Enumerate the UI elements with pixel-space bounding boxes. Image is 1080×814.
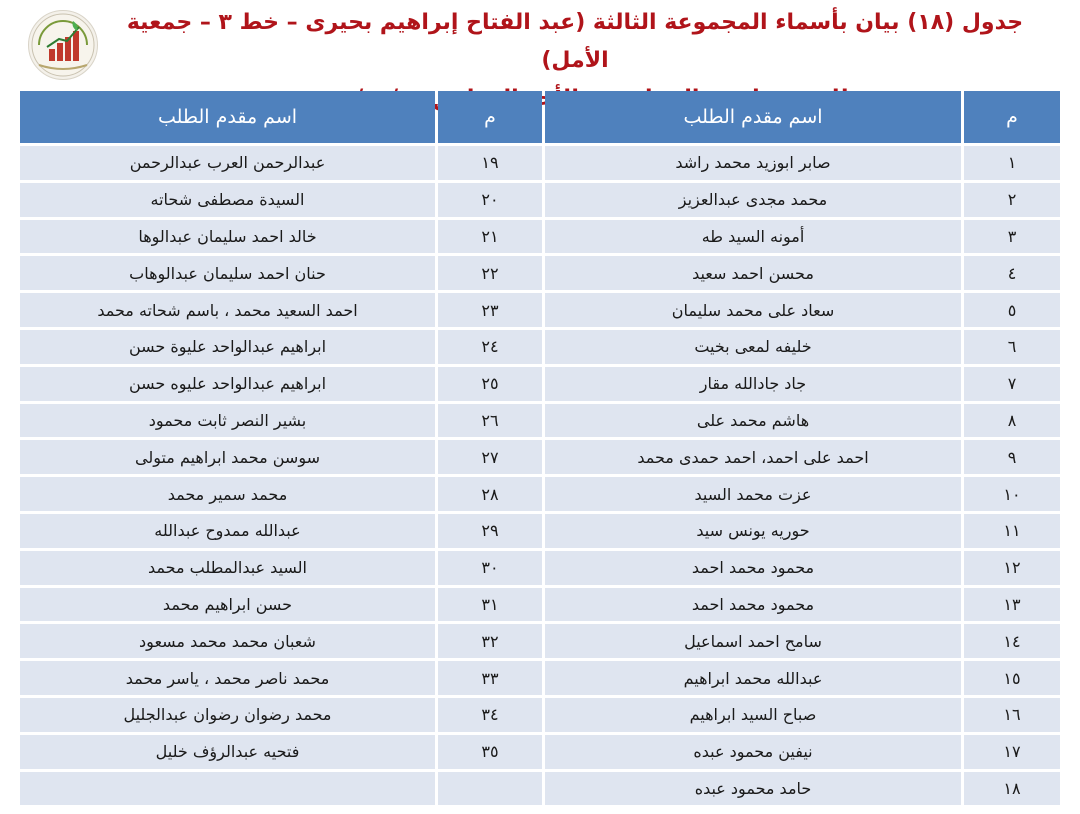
applicant-name: عزت محمد السيد: [545, 477, 961, 511]
row-number: ١٧: [964, 735, 1060, 769]
applicant-name: سعاد على محمد سليمان: [545, 293, 961, 327]
row-number: ٣: [964, 220, 1060, 254]
table-row: [20, 293, 1060, 327]
table-row: [20, 440, 1060, 474]
row-number: ٢١: [438, 220, 542, 254]
table-row: [20, 183, 1060, 217]
applicant-name: محمد مجدى عبدالعزيز: [545, 183, 961, 217]
applicant-name: سامح احمد اسماعيل: [545, 624, 961, 658]
row-number: ٢٨: [438, 477, 542, 511]
applicant-name: السيد عبدالمطلب محمد: [20, 551, 435, 585]
table-row: [20, 735, 1060, 769]
applicant-name: السيدة مصطفى شحاته: [20, 183, 435, 217]
row-number: ٢٠: [438, 183, 542, 217]
row-number: ١١: [964, 514, 1060, 548]
row-number: [438, 772, 542, 806]
applicant-name: محمود محمد احمد: [545, 551, 961, 585]
row-number: ٨: [964, 404, 1060, 438]
applicant-name: سوسن محمد ابراهيم متولى: [20, 440, 435, 474]
row-number: ٢٣: [438, 293, 542, 327]
header-num-1: م: [964, 91, 1060, 143]
table-row: [20, 588, 1060, 622]
row-number: ١٩: [438, 146, 542, 180]
applicant-name: احمد على احمد، احمد حمدى محمد: [545, 440, 961, 474]
table-row: [20, 330, 1060, 364]
table-row: [20, 514, 1060, 548]
table-row: [20, 404, 1060, 438]
row-number: ٤: [964, 256, 1060, 290]
table-row: [20, 661, 1060, 695]
row-number: ١٤: [964, 624, 1060, 658]
applicant-name: حسن ابراهيم محمد: [20, 588, 435, 622]
applicant-name: عبدالرحمن العرب عبدالرحمن: [20, 146, 435, 180]
applicant-name: حنان احمد سليمان عبدالوهاب: [20, 256, 435, 290]
applicant-name: محمد ناصر محمد ، ياسر محمد: [20, 661, 435, 695]
table-row: [20, 367, 1060, 401]
row-number: ١٣: [964, 588, 1060, 622]
table-row: [20, 220, 1060, 254]
applicant-name: حوريه يونس سيد: [545, 514, 961, 548]
row-number: ١٨: [964, 772, 1060, 806]
applicant-name: ابراهيم عبدالواحد عليوة حسن: [20, 330, 435, 364]
row-number: ٦: [964, 330, 1060, 364]
applicant-name: محمود محمد احمد: [545, 588, 961, 622]
applicant-name: عبدالله محمد ابراهيم: [545, 661, 961, 695]
table-row: [20, 256, 1060, 290]
applicant-name: جاد جادالله مقار: [545, 367, 961, 401]
applicant-name: محمد سمير محمد: [20, 477, 435, 511]
applicant-name: بشير النصر ثابت محمود: [20, 404, 435, 438]
table-row: [20, 698, 1060, 732]
applicant-name: عبدالله ممدوح عبدالله: [20, 514, 435, 548]
row-number: ٢٥: [438, 367, 542, 401]
row-number: ١: [964, 146, 1060, 180]
table-row: [20, 477, 1060, 511]
applicant-name: محسن احمد سعيد: [545, 256, 961, 290]
applicant-name: [20, 772, 435, 806]
applicant-name: احمد السعيد محمد ، باسم شحاته محمد: [20, 293, 435, 327]
applicant-name: هاشم محمد على: [545, 404, 961, 438]
row-number: ٣١: [438, 588, 542, 622]
applicant-name: فتحيه عبدالرؤف خليل: [20, 735, 435, 769]
row-number: ٢٦: [438, 404, 542, 438]
table-header-row: [20, 91, 1060, 143]
applicant-name: ابراهيم عبدالواحد عليوه حسن: [20, 367, 435, 401]
row-number: ٩: [964, 440, 1060, 474]
table-row: [20, 146, 1060, 180]
association-logo-icon: [28, 10, 98, 80]
applicant-name: حامد محمود عبده: [545, 772, 961, 806]
row-number: ١٦: [964, 698, 1060, 732]
row-number: ٧: [964, 367, 1060, 401]
row-number: ٢٩: [438, 514, 542, 548]
applicant-name: صباح السيد ابراهيم: [545, 698, 961, 732]
row-number: ٣٥: [438, 735, 542, 769]
row-number: ٢٧: [438, 440, 542, 474]
applicant-name: نيفين محمود عبده: [545, 735, 961, 769]
row-number: ٣٢: [438, 624, 542, 658]
applicant-name: خالد احمد سليمان عبدالوها: [20, 220, 435, 254]
header-name-2: اسم مقدم الطلب: [20, 91, 435, 143]
header-num-2: م: [438, 91, 542, 143]
row-number: ١٥: [964, 661, 1060, 695]
applicant-name: محمد رضوان رضوان عبدالجليل: [20, 698, 435, 732]
row-number: ٣٣: [438, 661, 542, 695]
row-number: ٣٠: [438, 551, 542, 585]
row-number: ٣٤: [438, 698, 542, 732]
table-row: [20, 551, 1060, 585]
table-row: [20, 772, 1060, 806]
row-number: ٢٢: [438, 256, 542, 290]
title-line-1: جدول (١٨) بيان بأسماء المجموعة الثالثة (عبد الفتاح إبراهيم بحيرى – خط ٣ – جمعية الأمل): [126, 10, 1024, 73]
applicant-name: صابر ابوزيد محمد راشد: [545, 146, 961, 180]
row-number: ١٠: [964, 477, 1060, 511]
row-number: ٢٤: [438, 330, 542, 364]
applicant-name: أمونه السيد طه: [545, 220, 961, 254]
row-number: ٢: [964, 183, 1060, 217]
row-number: ٥: [964, 293, 1060, 327]
applicant-name: خليفه لمعى بخيت: [545, 330, 961, 364]
applicants-table: [17, 88, 1063, 808]
table-row: [20, 624, 1060, 658]
applicant-name: شعبان محمد محمد مسعود: [20, 624, 435, 658]
row-number: ١٢: [964, 551, 1060, 585]
header-name-1: اسم مقدم الطلب: [545, 91, 961, 143]
